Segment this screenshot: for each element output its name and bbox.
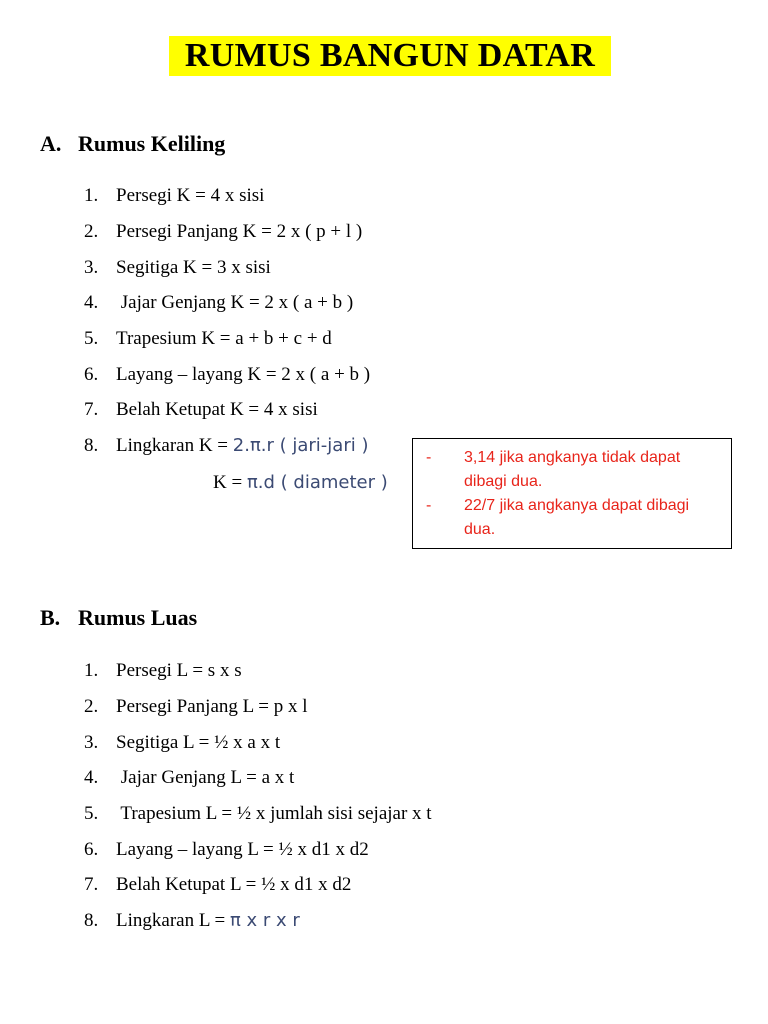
- item-number: 3.: [84, 732, 99, 753]
- item-number: 4.: [84, 292, 99, 313]
- item-number: 6.: [84, 364, 99, 385]
- item-number: 7.: [84, 399, 99, 420]
- note-text: 3,14 jika angkanya tidak dapat dibagi dua.: [464, 449, 681, 490]
- keliling-item-7: [84, 398, 318, 422]
- note-text: 22/7 jika angkanya dapat dibagi dua.: [464, 497, 690, 538]
- item-text: Jajar Genjang K = 2 x ( a + b ): [116, 292, 354, 313]
- note-bullet: -: [426, 449, 432, 466]
- keliling-item-2: [84, 220, 362, 244]
- item-text: Belah Ketupat K = 4 x sisi: [116, 399, 318, 420]
- item-number: 5.: [84, 328, 99, 349]
- keliling-item-6: [84, 363, 370, 387]
- pi-note-box: [412, 438, 732, 549]
- item-number: 8.: [84, 435, 99, 456]
- note-line-2: [426, 494, 721, 542]
- luas-item-6: [84, 838, 369, 862]
- item-text: Layang – layang L = ½ x d1 x d2: [116, 839, 369, 860]
- item-number: 5.: [84, 803, 99, 824]
- circle-area-formula: π x r x r: [229, 910, 300, 931]
- section-b-letter: B.: [40, 605, 61, 630]
- item-text: Segitiga K = 3 x sisi: [116, 257, 271, 278]
- item-text: Persegi K = 4 x sisi: [116, 185, 265, 206]
- section-b-title: Rumus Luas: [78, 605, 198, 630]
- section-a-letter: A.: [40, 131, 62, 156]
- page-title: RUMUS BANGUN DATAR: [169, 36, 611, 76]
- note-bullet: -: [426, 497, 432, 514]
- item-text: Persegi Panjang K = 2 x ( p + l ): [116, 221, 363, 242]
- keliling-item-4: [84, 291, 353, 315]
- keliling-item-8: [84, 434, 368, 458]
- item-number: 1.: [84, 185, 99, 206]
- item-text: Trapesium L = ½ x jumlah sisi sejajar x t: [116, 803, 432, 824]
- luas-item-3: [84, 731, 280, 755]
- item-text: Persegi L = s x s: [116, 660, 242, 681]
- item-text: Belah Ketupat L = ½ x d1 x d2: [116, 874, 352, 895]
- item-number: 2.: [84, 696, 99, 717]
- keliling-item-5: [84, 327, 332, 351]
- luas-item-1: [84, 659, 242, 683]
- luas-item-2: [84, 695, 308, 719]
- item-number: 7.: [84, 874, 99, 895]
- section-a-heading: [40, 131, 225, 157]
- item-number: 6.: [84, 839, 99, 860]
- circle-formula-radius: 2.π.r ( jari-jari ): [232, 435, 369, 456]
- item-text: K =: [213, 472, 247, 493]
- item-text: Segitiga L = ½ x a x t: [116, 732, 281, 753]
- item-text: Lingkaran K =: [116, 435, 233, 456]
- item-text: Jajar Genjang L = a x t: [116, 767, 295, 788]
- item-number: 4.: [84, 767, 99, 788]
- section-b-heading: [40, 605, 197, 631]
- luas-item-7: [84, 873, 351, 897]
- luas-item-8: [84, 909, 300, 933]
- note-line-1: [426, 446, 721, 494]
- item-text: Trapesium K = a + b + c + d: [116, 328, 332, 349]
- luas-item-4: [84, 766, 294, 790]
- item-number: 2.: [84, 221, 99, 242]
- luas-item-5: [84, 802, 432, 826]
- circle-formula-diameter: π.d ( diameter ): [246, 472, 388, 493]
- keliling-item-8-continuation: [213, 471, 388, 495]
- item-text: Layang – layang K = 2 x ( a + b ): [116, 364, 371, 385]
- item-text: Lingkaran L =: [116, 910, 230, 931]
- item-number: 8.: [84, 910, 99, 931]
- item-number: 1.: [84, 660, 99, 681]
- item-number: 3.: [84, 257, 99, 278]
- item-text: Persegi Panjang L = p x l: [116, 696, 308, 717]
- keliling-item-3: [84, 256, 271, 280]
- keliling-item-1: [84, 184, 264, 208]
- section-a-title: Rumus Keliling: [78, 131, 226, 156]
